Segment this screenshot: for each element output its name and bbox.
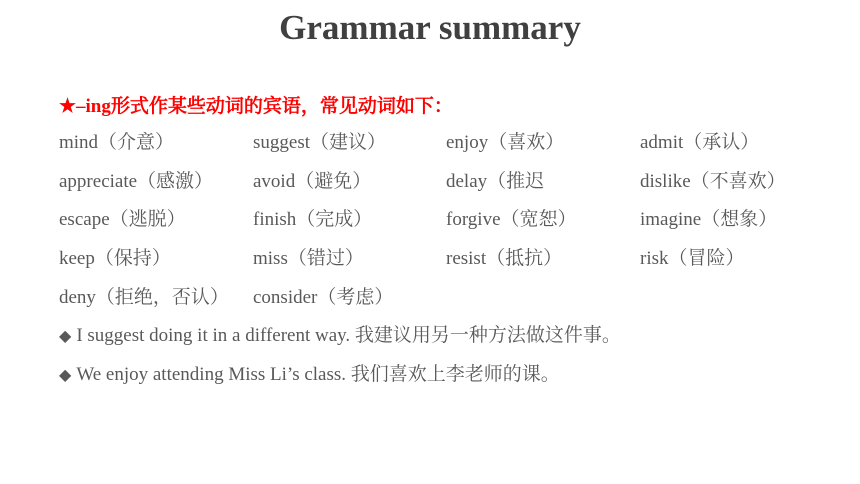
page-title: Grammar summary	[279, 8, 581, 47]
verb-item: imagine（想象）	[640, 209, 778, 231]
verb-item: avoid（避免）	[253, 170, 372, 192]
verb-item: risk（冒险）	[640, 248, 745, 270]
verb-item: consider（考虑）	[253, 286, 394, 308]
verb-item: escape（逃脱）	[59, 209, 186, 231]
verb-item: keep（保持）	[59, 248, 171, 270]
verb-item: miss（错过）	[253, 248, 364, 270]
verb-item: admit（承认）	[640, 132, 760, 153]
diamond-bullet-icon: ◆	[59, 367, 72, 384]
verb-item: mind（介意）	[59, 132, 175, 153]
verb-item: forgive（宽恕）	[446, 209, 577, 231]
verb-item: dislike（不喜欢）	[640, 170, 786, 192]
verb-item: appreciate（感激）	[59, 170, 214, 192]
example-sentence	[59, 360, 560, 391]
verb-item: enjoy（喜欢）	[446, 132, 565, 153]
example-text: We enjoy attending Miss Li’s class. 我们喜欢上李老师的课。	[76, 364, 560, 385]
example-text: I suggest doing it in a different way. 我建议用另一种方法做这件事。	[76, 325, 621, 346]
verb-item: finish（完成）	[253, 209, 373, 231]
example-sentence	[59, 321, 621, 352]
verb-item: delay（推迟	[446, 170, 545, 192]
verb-item: deny（拒绝，否认）	[59, 286, 229, 308]
verb-item: resist（抵抗）	[446, 248, 563, 270]
verb-item: suggest（建议）	[253, 132, 387, 153]
intro-heading: ★–ing形式作某些动词的宾语，常见动词如下：	[59, 96, 453, 117]
diamond-bullet-icon: ◆	[59, 328, 72, 345]
